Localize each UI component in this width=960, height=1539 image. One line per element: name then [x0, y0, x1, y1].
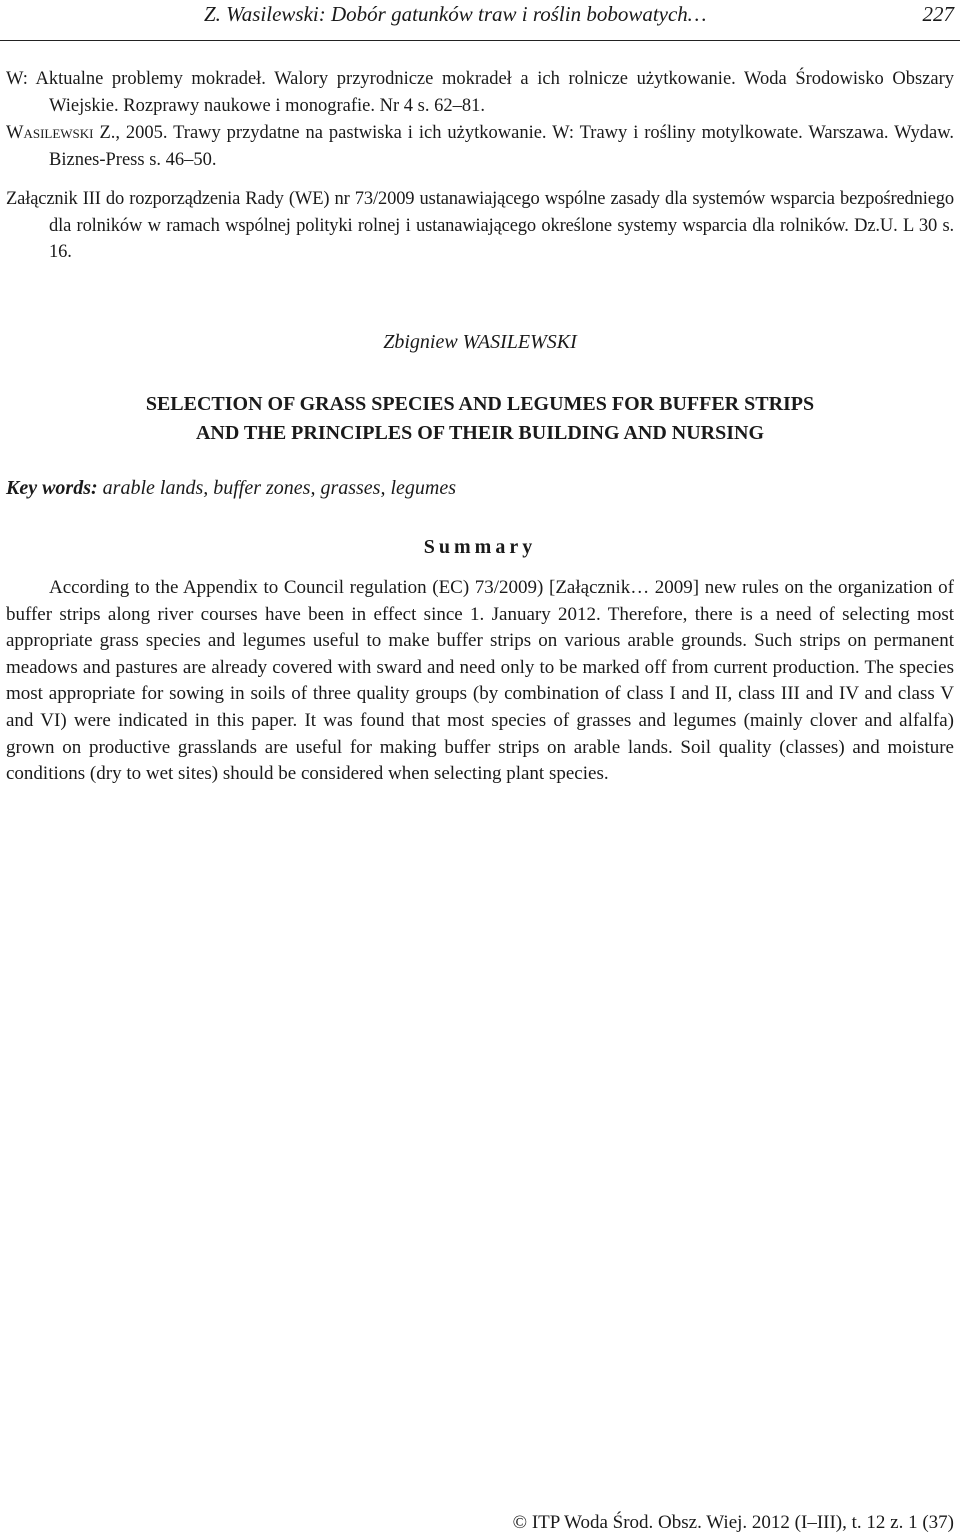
page-number: 227 — [922, 2, 954, 26]
keywords — [6, 477, 456, 500]
article-author: Zbigniew WASILEWSKI — [383, 331, 577, 353]
article-title — [0, 390, 960, 448]
reference-item — [6, 186, 954, 266]
article-title-line: SELECTION OF GRASS SPECIES AND LEGUMES FOR BUFFER STRIPS — [145, 393, 815, 415]
keywords-text: arable lands, buffer zones, grasses, legumes — [97, 477, 456, 499]
reference-item — [6, 66, 954, 119]
article-title-line: AND THE PRINCIPLES OF THEIR BUILDING AND NURSING — [195, 422, 765, 444]
summary-body: According to the Appendix to Council regulation (EC) 73/2009) [Załącznik… 2009] new rules on the organization of buffer strips along river courses have been in effect since 1. January 2012. Therefore, there is a need of selecting most appropriate grass species and legumes useful to make buffer strips on various arable grounds. Such strips on permanent meadows and pastures are already covered with sward and need only to be marked off from current production. The species most appropriate for sowing in soils of three quality groups (by combination of class I and II, class III and IV and class V and VI) were indicated in this paper. It was found that most species of grasses and legumes (mainly clover and alfalfa) grown on productive grasslands are useful for making buffer strips on arable lands. Soil quality (classes) and moisture conditions (dry to wet sites) should be considered when selecting plant species. — [6, 577, 954, 785]
summary-heading: Summary — [423, 536, 537, 558]
reference-author: Wasilewski — [6, 123, 94, 143]
reference-text: Z., 2005. Trawy przydatne na pastwiska i ich użytkowanie. W: Trawy i rośliny motylkowate. Warszawa. Wydaw. Biznes-Press s. 46–50. — [49, 123, 954, 170]
reference-text: W: Aktualne problemy mokradeł. Walory przyrodnicze mokradeł a ich rolnicze użytkowanie. Woda Środowisko Obszary Wiejskie. Rozprawy naukowe i monografie. Nr 4 s. 62–81. — [6, 69, 954, 116]
footer-citation: © ITP Woda Środ. Obsz. Wiej. 2012 (I–III), t. 12 z. 1 (37) — [512, 1512, 954, 1533]
reference-text: Załącznik III do rozporządzenia Rady (WE) nr 73/2009 ustanawiającego wspólne zasady dla systemów wsparcia bezpośredniego dla rolników w ramach wspólnej polityki rolnej i ustanawiającego określone systemy wsparcia dla rolników. Dz.U. L 30 s. 16. — [6, 189, 954, 262]
keywords-label: Key words: — [6, 477, 98, 499]
running-header-title: Z. Wasilewski: Dobór gatunków traw i roślin bobowatych… — [204, 2, 707, 26]
reference-item — [6, 120, 954, 173]
running-header — [0, 0, 960, 41]
